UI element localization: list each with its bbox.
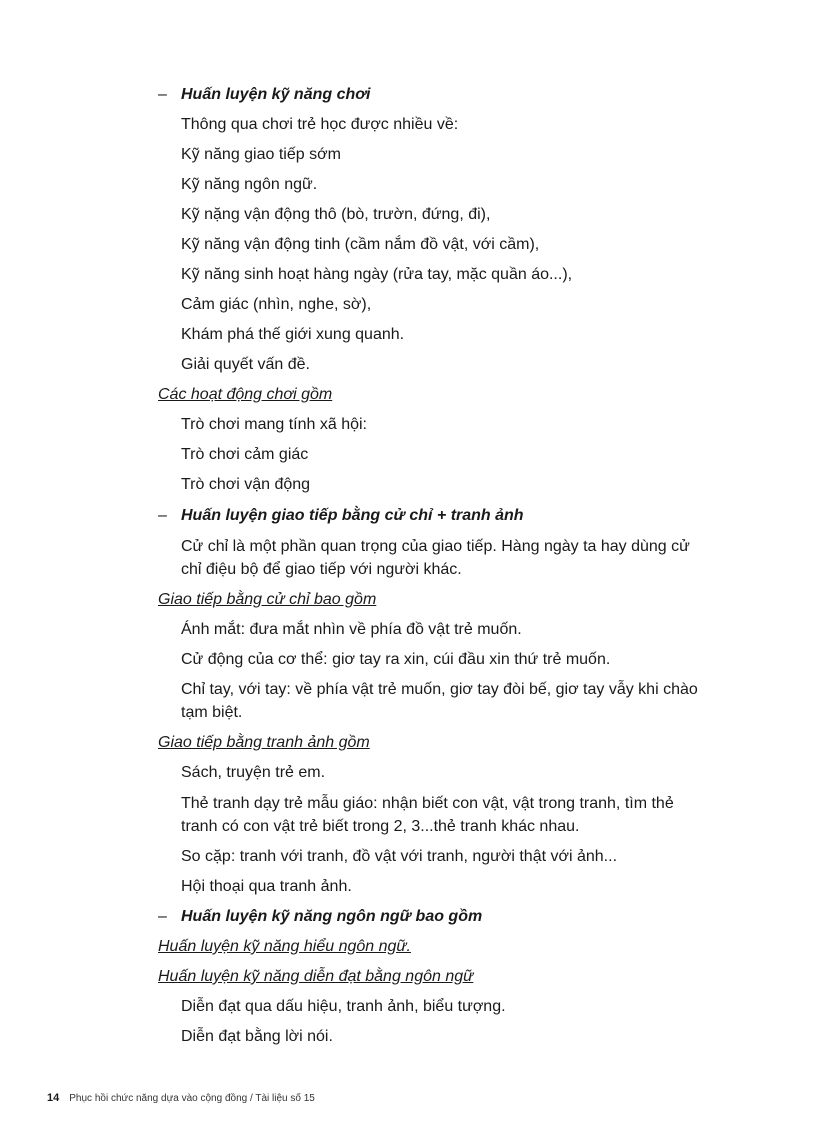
page-footer (47, 1091, 315, 1106)
body-line: Kỹ nặng vận động thô (bò, trườn, đứng, đi), (181, 206, 491, 223)
subheading: Các hoạt động chơi gồm (158, 386, 333, 403)
body-line: Kỹ năng sinh hoạt hàng ngày (rửa tay, mặc quần áo...), (181, 266, 573, 283)
body-line: Kỹ năng giao tiếp sớm (181, 146, 341, 163)
page-number: 14 (47, 1092, 60, 1104)
body-line: Diễn đạt qua dấu hiệu, tranh ảnh, biểu tượng. (181, 998, 506, 1015)
body-line: chỉ điệu bộ để giao tiếp với người khác. (181, 561, 462, 578)
body-line: Cảm giác (nhìn, nghe, sờ), (181, 296, 372, 313)
body-line: Sách, truyện trẻ em. (181, 764, 326, 781)
body-line: Chỉ tay, với tay: về phía vật trẻ muốn, giơ tay đòi bế, giơ tay vẫy khi chào (181, 681, 698, 698)
body-line: Trò chơi vận động (181, 476, 311, 493)
body-line: Trò chơi mang tính xã hội: (181, 416, 367, 433)
body-line: Cử động của cơ thể: giơ tay ra xin, cúi đầu xin thứ trẻ muốn. (181, 651, 611, 668)
section-heading (158, 504, 524, 527)
body-line: tranh có con vật trẻ biết trong 2, 3...thẻ tranh khác nhau. (181, 818, 580, 835)
subheading: Huấn luyện kỹ năng hiểu ngôn ngữ. (158, 938, 411, 955)
body-line: Kỹ năng vận động tinh (cầm nắm đồ vật, với cầm), (181, 236, 540, 253)
footer-title: Phục hồi chức năng dựa vào cộng đồng / Tài liệu số 15 (69, 1093, 315, 1104)
body-line: So cặp: tranh với tranh, đồ vật với tranh, người thật với ảnh... (181, 848, 618, 865)
section-heading-text: Huấn luyện giao tiếp bằng cử chỉ + tranh ảnh (181, 507, 524, 524)
body-line: Trò chơi cảm giác (181, 446, 309, 463)
body-line: Kỹ năng ngôn ngữ. (181, 176, 318, 193)
body-line: Thẻ tranh dạy trẻ mẫu giáo: nhận biết con vật, vật trong tranh, tìm thẻ (181, 795, 674, 812)
body-line: Diễn đạt bằng lời nói. (181, 1028, 333, 1045)
body-line: Khám phá thế giới xung quanh. (181, 326, 405, 343)
body-line: Cử chỉ là một phần quan trọng của giao tiếp. Hàng ngày ta hay dùng cử (181, 538, 690, 555)
section-heading-text: Huấn luyện kỹ năng ngôn ngữ bao gồm (181, 908, 483, 925)
dash-marker: – (158, 507, 167, 524)
dash-marker: – (158, 908, 167, 925)
section-heading-text: Huấn luyện kỹ năng chơi (181, 86, 371, 103)
body-line: Ánh mắt: đưa mắt nhìn về phía đồ vật trẻ muốn. (181, 621, 522, 638)
body-line: tạm biệt. (181, 704, 243, 721)
body-line: Hội thoại qua tranh ảnh. (181, 878, 352, 895)
dash-marker: – (158, 86, 167, 103)
body-line: Thông qua chơi trẻ học được nhiều về: (181, 116, 459, 133)
section-heading (158, 905, 482, 928)
body-line: Giải quyết vấn đề. (181, 356, 310, 373)
subheading: Giao tiếp bằng cử chỉ bao gồm (158, 591, 377, 608)
section-heading (158, 83, 370, 106)
subheading: Giao tiếp bằng tranh ảnh gồm (158, 734, 370, 751)
subheading: Huấn luyện kỹ năng diễn đạt bằng ngôn ngữ (158, 968, 474, 985)
